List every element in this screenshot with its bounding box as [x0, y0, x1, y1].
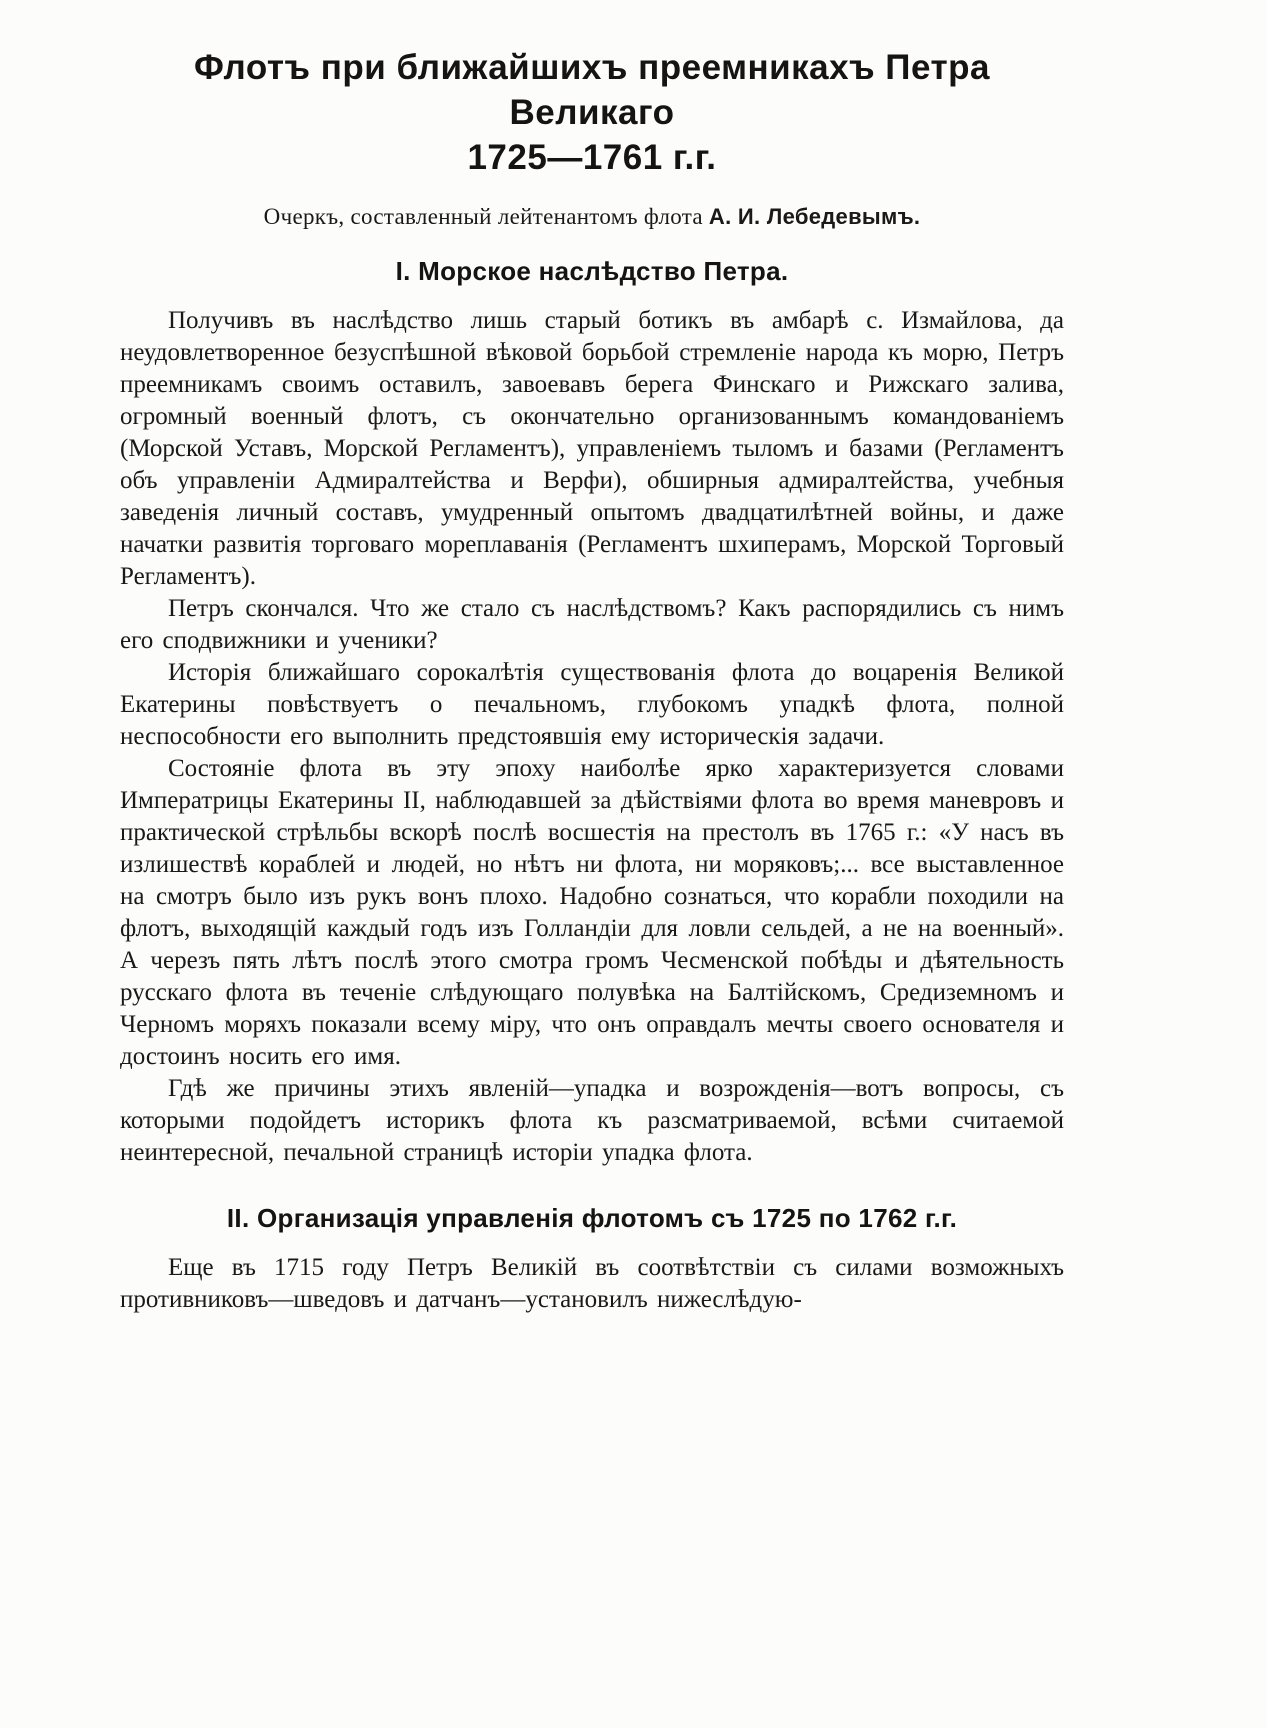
title-line-2: 1725—1761 г.г. [467, 137, 717, 177]
document-title [120, 46, 1064, 180]
paragraph-1: Получивъ въ наслѣдство лишь старый ботикъ въ амбарѣ с. Измайлова, да неудовлетворенное безуспѣшной вѣковой борьбой стремленіе народа къ морю, Петръ преемникамъ своимъ оставилъ, завоевавъ берега Финскаго и Рижскаго залива, огромный военный флотъ, съ окончательно организованнымъ командованіемъ (Морской Уставъ, Морской Регламентъ), управленіемъ тыломъ и базами (Регламентъ объ управленіи Адмиралтейства и Верфи), обширныя адмиралтейства, учебныя заведенія личный составъ, умудренный опытомъ двадцатилѣтней войны, и даже начатки развитія торговаго мореплаванія (Регламентъ шхиперамъ, Морской Торговый Регламентъ). [120, 307, 1064, 591]
paragraph-2: Петръ скончался. Что же стало съ наслѣдствомъ? Какъ распорядились съ нимъ его сподвижники и ученики? [120, 595, 1064, 655]
byline-text: Очеркъ, составленный лейтенантомъ флота [263, 204, 703, 230]
page-content [120, 46, 1064, 1316]
byline [120, 204, 1064, 230]
title-line-1: Флотъ при ближайшихъ преемникахъ Петра Великаго [194, 48, 990, 132]
section-2-heading: II. Организація управленія флотомъ съ 1725 по 1762 г.г. [226, 1203, 958, 1234]
paragraph-6: Еще въ 1715 году Петръ Великій въ соотвѣтствіи съ силами возможныхъ противниковъ—шведовъ и датчанъ—установилъ нижеслѣдую- [120, 1254, 1064, 1314]
paragraph-5: Гдѣ же причины этихъ явленій—упадка и возрожденія—вотъ вопросы, съ которыми подойдетъ историкъ флота къ разсматриваемой, всѣми считаемой неинтересной, печальной страницѣ исторіи упадка флота. [120, 1075, 1064, 1167]
paragraph-3: Исторія ближайшаго сорокалѣтія существованія флота до воцаренія Великой Екатерины повѣствуетъ о печальномъ, глубокомъ упадкѣ флота, полной неспособности его выполнить предстоявшія ему историческія задачи. [120, 659, 1064, 751]
section-1-heading: I. Морское наслѣдство Петра. [395, 256, 789, 287]
byline-author: А. И. Лебедевымъ. [708, 204, 921, 230]
paragraph-4: Состояніе флота въ эту эпоху наиболѣе ярко характеризуется словами Императрицы Екатерины II, наблюдавшей за дѣйствіями флота во время маневровъ и практической стрѣльбы вскорѣ послѣ восшестія на престолъ въ 1765 г.: «У насъ въ излишествѣ кораблей и людей, но нѣтъ ни флота, ни моряковъ;... все выставленное на смотръ было изъ рукъ вонъ плохо. Надобно сознаться, что корабли походили на флотъ, выходящій каждый годъ изъ Голландіи для ловли сельдей, а не на военный». А черезъ пять лѣтъ послѣ этого смотра громъ Чесменской побѣды и дѣятельность русскаго флота въ теченіе слѣдующаго полувѣка на Балтійскомъ, Средиземномъ и Черномъ моряхъ показали всему міру, что онъ оправдалъ мечты своего основателя и достоинъ носить его имя. [120, 755, 1064, 1071]
